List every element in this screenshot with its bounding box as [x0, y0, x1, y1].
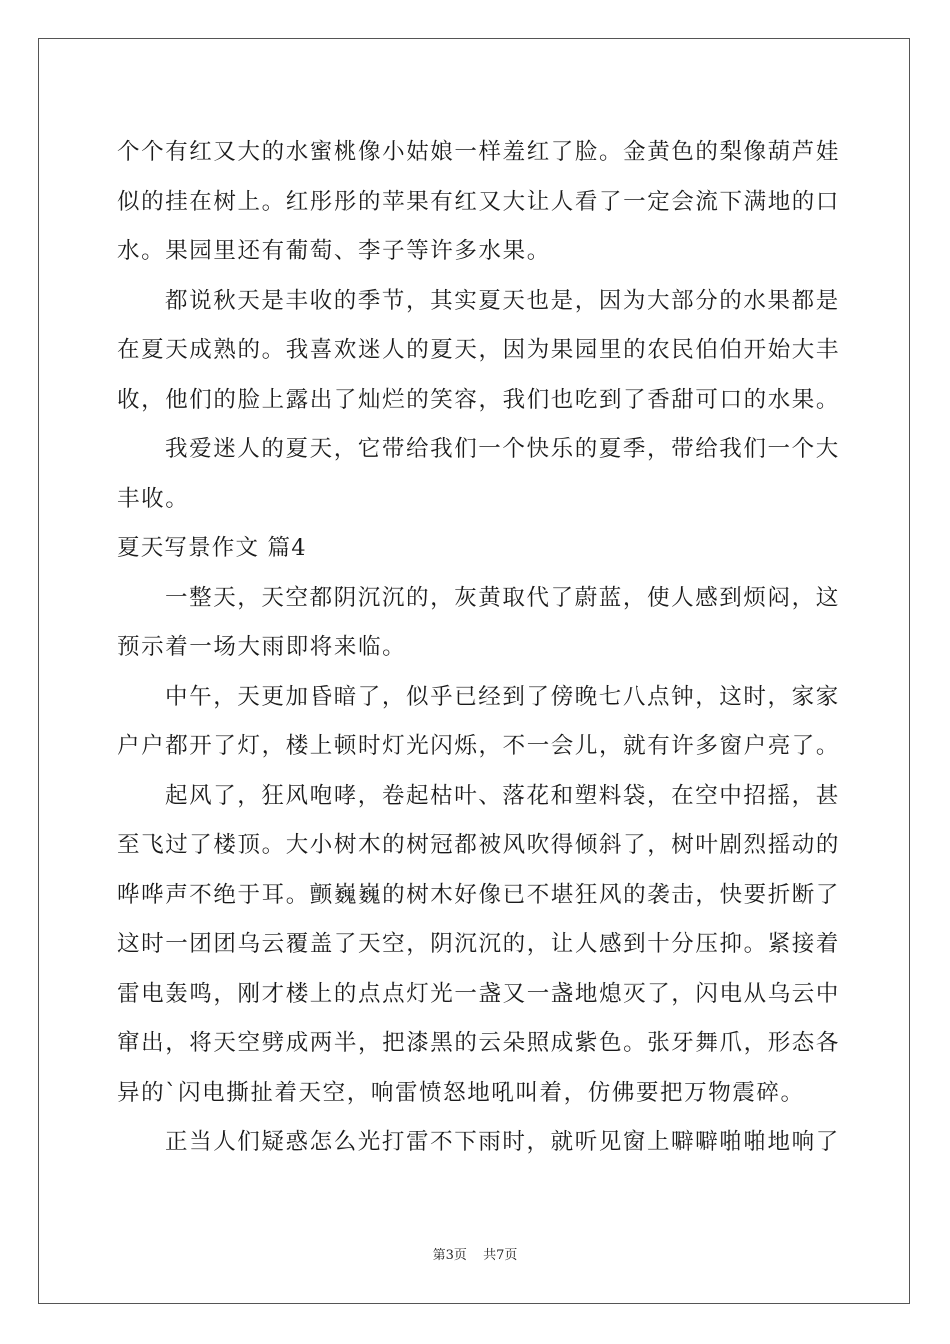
document-body	[117, 128, 841, 1168]
text-line: 异的`闪电撕扯着天空，响雷愤怒地吼叫着，仿佛要把万物震碎。	[117, 1079, 805, 1106]
paragraph-start: 都说秋天是丰收的季节，其实夏天也是，因为大部分的水果都是	[165, 287, 840, 314]
text-line: 雷电轰鸣，刚才楼上的点点灯光一盏又一盏地熄灭了，闪电从乌云中	[117, 980, 841, 1007]
paragraph-start: 一整天，天空都阴沉沉的，灰黄取代了蔚蓝，使人感到烦闷，这	[165, 584, 840, 611]
text-line: 水。果园里还有葡萄、李子等许多水果。	[117, 238, 551, 264]
text-line: 个个有红又大的水蜜桃像小姑娘一样羞红了脸。金黄色的梨像葫芦娃	[117, 139, 841, 165]
text-line: 至飞过了楼顶。大小树木的树冠都被风吹得倾斜了，树叶剧烈摇动的	[117, 832, 841, 858]
text-line: 丰收。	[117, 485, 190, 512]
paragraph-start: 正当人们疑惑怎么光打雷不下雨时，就听见窗上噼噼啪啪地响了	[165, 1129, 840, 1155]
paragraph-start: 我爱迷人的夏天，它带给我们一个快乐的夏季，带给我们一个大	[165, 436, 840, 462]
paragraph-start: 中午，天更加昏暗了，似乎已经到了傍晚七八点钟，这时，家家	[165, 683, 840, 710]
page-number-total: 共7页	[483, 1248, 518, 1263]
text-line: 预示着一场大雨即将来临。	[117, 634, 407, 660]
text-line: 在夏天成熟的。我喜欢迷人的夏天，因为果园里的农民伯伯开始大丰	[117, 337, 841, 363]
text-line: 户户都开了灯，楼上顿时灯光闪烁，不一会儿，就有许多窗户亮了。	[117, 733, 841, 759]
text-line: 这时一团团乌云覆盖了天空，阴沉沉的，让人感到十分压抑。紧接着	[117, 931, 841, 957]
page-number-current: 第3页	[432, 1248, 467, 1263]
section-heading: 夏天写景作文 篇4	[117, 535, 307, 561]
text-line: 收，他们的脸上露出了灿烂的笑容，我们也吃到了香甜可口的水果。	[117, 386, 841, 413]
text-line: 哗哗声不绝于耳。颤巍巍的树木好像已不堪狂风的袭击，快要折断了	[117, 881, 841, 908]
paragraph-start: 起风了，狂风咆哮，卷起枯叶、落花和塑料袋，在空中招摇，甚	[165, 782, 840, 809]
page-footer	[0, 1244, 950, 1263]
text-line: 似的挂在树上。红彤彤的苹果有红又大让人看了一定会流下满地的口	[117, 188, 841, 215]
text-line: 窜出，将天空劈成两半，把漆黑的云朵照成紫色。张牙舞爪，形态各	[117, 1030, 841, 1056]
